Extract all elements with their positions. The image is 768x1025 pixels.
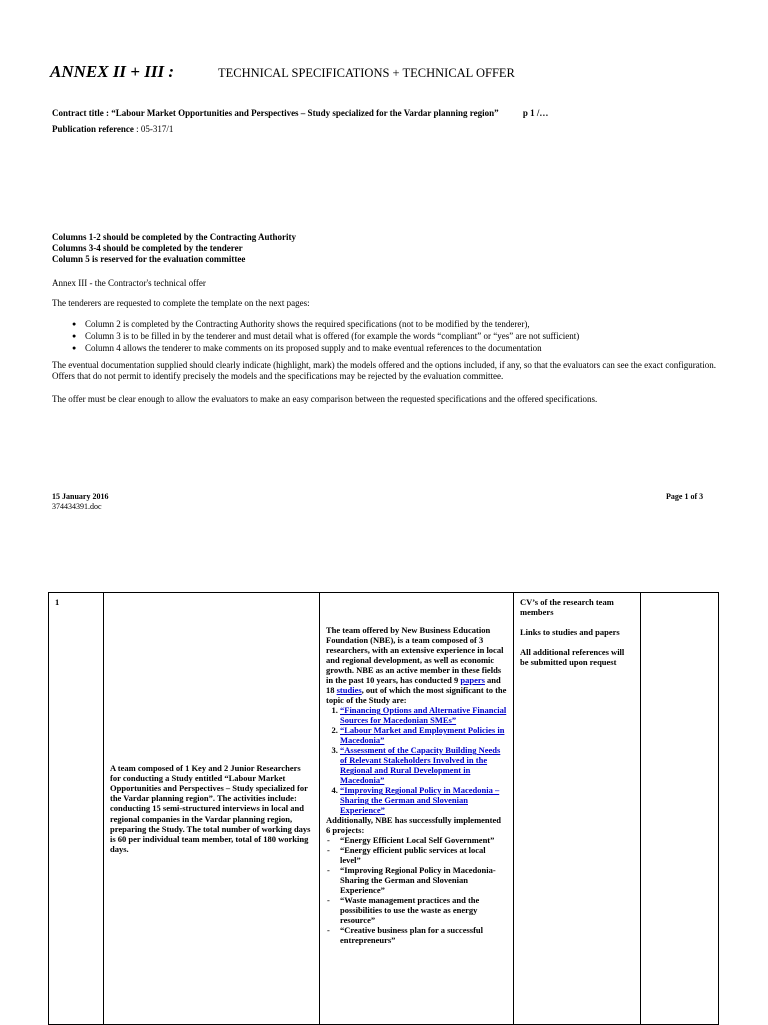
- papers-link[interactable]: papers: [460, 675, 485, 686]
- instructions-list: [72, 319, 579, 355]
- studies-link[interactable]: studies: [336, 685, 362, 696]
- study-link[interactable]: “Assessment of the Capacity Building Needs of Relevant Stakeholders Involved in the Regional and Rural Development in Macedonia”: [340, 745, 501, 786]
- publication-reference: [52, 124, 173, 135]
- footer-left: [52, 492, 108, 512]
- footer-doc: 374434391.doc: [52, 501, 102, 511]
- specifications-table: [48, 592, 719, 1025]
- offer-intro-text: and 18: [326, 675, 501, 696]
- list-item: - “Waste management practices and the possibilities to use the waste as energy resource”: [340, 895, 507, 925]
- publication-value: : 05-317/1: [133, 124, 174, 134]
- cell-comments: [514, 593, 641, 1025]
- contract-title-line: [52, 108, 548, 119]
- annex3-line: Annex III - the Contractor's technical offer: [52, 278, 206, 288]
- list-item: [340, 725, 507, 745]
- annex-heading: ANNEX II + III :: [50, 62, 174, 81]
- cell-requirement: A team composed of 1 Key and 2 Junior Researchers for conducting a Study entitled “Labour Market Opportunities and Perspectives – Study specialized for the Vardar planning region”. The activities include: conducting 15 semi-structured interviews in local and regional companies in the Vardar planning region, preparing the Study. The total number of working days is 60 per individual team member, total of 180 working days.: [104, 593, 320, 1025]
- comment-item: All additional references will be submitted upon request: [520, 647, 625, 668]
- studies-list: [326, 705, 507, 815]
- list-item: ● Column 3 is to be filled in by the tenderer and must detail what is offered (for example the words “compliant” or “yes” are not sufficient): [72, 331, 579, 343]
- contract-page: p 1 /…: [522, 108, 549, 118]
- projects-list: [326, 835, 507, 945]
- document-title: TECHNICAL SPECIFICATIONS + TECHNICAL OFFER: [218, 66, 515, 80]
- projects-intro: Additionally, NBE has successfully implemented 6 projects:: [326, 815, 501, 836]
- columns-note: Columns 3-4 should be completed by the tenderer: [52, 242, 243, 253]
- footer-date: 15 January 2016: [52, 492, 109, 501]
- columns-notes: [52, 232, 296, 265]
- list-item: [340, 785, 507, 815]
- offer-paragraph: The offer must be clear enough to allow the evaluators to make an easy comparison between the requested specifications and the offered specifications.: [52, 394, 598, 404]
- contract-label: Contract title: [52, 108, 104, 118]
- study-link[interactable]: “Improving Regional Policy in Macedonia – Sharing the German and Slovenian Experience”: [340, 785, 500, 816]
- offer-intro-text: , out of which the most significant to the topic of the Study are:: [326, 685, 507, 706]
- comment-item: CV’s of the research team members: [520, 597, 614, 618]
- publication-label: Publication reference: [52, 124, 134, 134]
- study-link[interactable]: “Financing Options and Alternative Financial Sources for Macedonian SMEs”: [340, 705, 507, 726]
- cell-offer: [320, 593, 514, 1025]
- columns-note: Column 5 is reserved for the evaluation committee: [52, 253, 246, 264]
- comment-item: Links to studies and papers: [520, 627, 620, 638]
- tender-intro: The tenderers are requested to complete the template on the next pages:: [52, 298, 310, 308]
- cell-number: 1: [49, 593, 104, 1025]
- list-item: - “Creative business plan for a successful entrepreneurs”: [340, 925, 507, 945]
- list-item: ● Column 4 allows the tenderer to make comments on its proposed supply and to make eventual references to the documentation: [72, 343, 579, 355]
- offer-intro: [326, 625, 507, 705]
- offer-intro-text: The team offered by New Business Education Foundation (NBE), is a team composed of 3 researchers, with an extensive experience in local and regional development, as well as economic growth. NBE as an active member in these fields in the past 10 years, has conducted 9: [326, 625, 504, 686]
- list-item: ● Column 2 is completed by the Contracting Authority shows the required specifications (not to be modified by the tenderer),: [72, 319, 579, 331]
- study-link[interactable]: “Labour Market and Employment Policies in Macedonia”: [340, 725, 505, 746]
- list-item: - “Energy efficient public services at local level”: [340, 845, 507, 865]
- columns-note: Columns 1-2 should be completed by the Contracting Authority: [52, 232, 297, 242]
- documentation-paragraph: The eventual documentation supplied should clearly indicate (highlight, mark) the models offered and the options included, if any, so that the evaluators can see the exact configuration. Offers that do not permit to identify precisely the models and the specifications may be rejected by the evaluation committee.: [52, 360, 717, 381]
- table-row: [49, 593, 719, 1025]
- list-item: - “Energy Efficient Local Self Government”: [340, 835, 507, 845]
- footer-page: Page 1 of 3: [666, 492, 704, 501]
- list-item: [340, 745, 507, 785]
- list-item: [340, 705, 507, 725]
- contract-value: : “Labour Market Opportunities and Perspectives – Study specialized for the Vardar planning region”: [103, 108, 499, 118]
- list-item: - “Improving Regional Policy in Macedonia- Sharing the German and Slovenian Experience”: [340, 865, 507, 895]
- cell-evaluation: [641, 593, 719, 1025]
